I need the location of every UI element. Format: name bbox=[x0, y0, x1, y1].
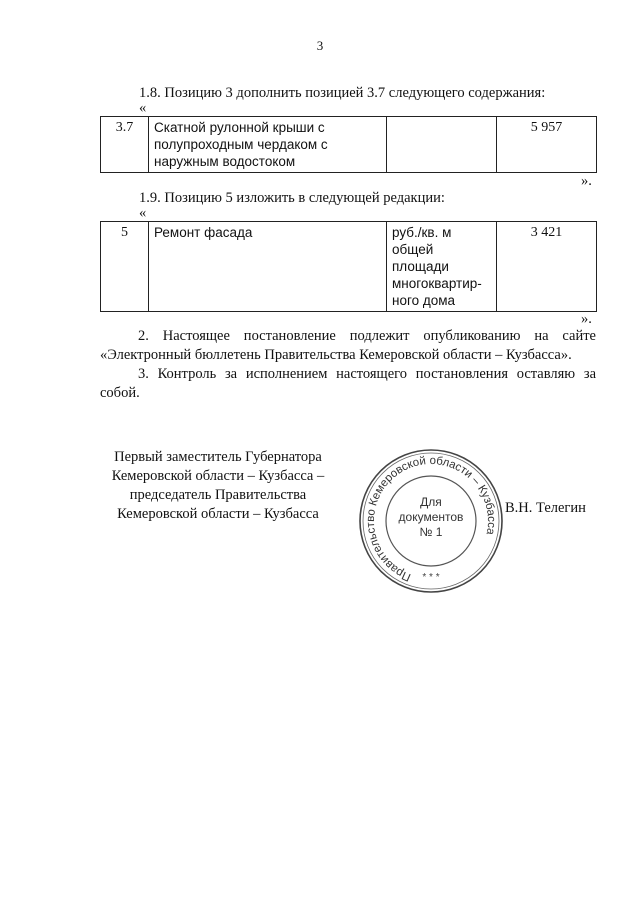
unit-cell bbox=[387, 117, 497, 173]
unit-cell: руб./кв. м общей площади многоквартир-ного дома bbox=[387, 222, 497, 312]
signer-position-line: Первый заместитель Губернатора bbox=[114, 449, 322, 465]
item-1-9-close-quote: ». bbox=[581, 311, 592, 327]
stamp-ring-text: Правительство Кемеровской области – Кузбасса bbox=[364, 454, 498, 583]
item-1-9-table bbox=[100, 221, 597, 312]
stamp-line-1: Для bbox=[420, 495, 442, 509]
page-number: 3 bbox=[316, 38, 324, 53]
item-1-8-close-quote: ». bbox=[581, 173, 592, 189]
position-name-cell: Скатной рулонной крыши с полупроходным чердаком с наружным водостоком bbox=[149, 117, 387, 173]
item-1-9-intro: 1.9. Позицию 5 изложить в следующей редакции: bbox=[139, 190, 445, 206]
position-name-cell: Ремонт фасада bbox=[149, 222, 387, 312]
position-number-cell: 5 bbox=[101, 222, 149, 312]
stamp-line-2: документов bbox=[398, 510, 464, 524]
signer-name: В.Н. Телегин bbox=[505, 500, 586, 516]
stamp-seal-icon bbox=[356, 446, 506, 596]
point-3-text: 3. Контроль за исполнением настоящего постановления оставляю за собой. bbox=[100, 366, 596, 401]
point-2-text: 2. Настоящее постановление подлежит опубликованию на сайте «Электронный бюллетень Правительства Кемеровской области – Кузбасса». bbox=[100, 328, 596, 363]
signer-position bbox=[88, 448, 348, 524]
stamp-stars: * * * bbox=[422, 572, 440, 583]
table-row bbox=[101, 117, 597, 173]
signer-position-line: председатель Правительства bbox=[129, 487, 307, 503]
signer-position-line: Кемеровской области – Кузбасса – bbox=[111, 468, 325, 484]
item-1-8-intro: 1.8. Позицию 3 дополнить позицией 3.7 следующего содержания: bbox=[139, 85, 546, 101]
official-stamp bbox=[356, 446, 506, 596]
value-cell: 3 421 bbox=[497, 222, 597, 312]
item-1-8-open-quote: « bbox=[139, 100, 147, 116]
signer-position-line: Кемеровской области – Кузбасса bbox=[117, 506, 319, 522]
item-1-9-open-quote: « bbox=[139, 205, 147, 221]
position-number-cell: 3.7 bbox=[101, 117, 149, 173]
stamp-line-3: № 1 bbox=[419, 525, 443, 539]
value-cell: 5 957 bbox=[497, 117, 597, 173]
table-row bbox=[101, 222, 597, 312]
item-1-8-table bbox=[100, 116, 597, 173]
